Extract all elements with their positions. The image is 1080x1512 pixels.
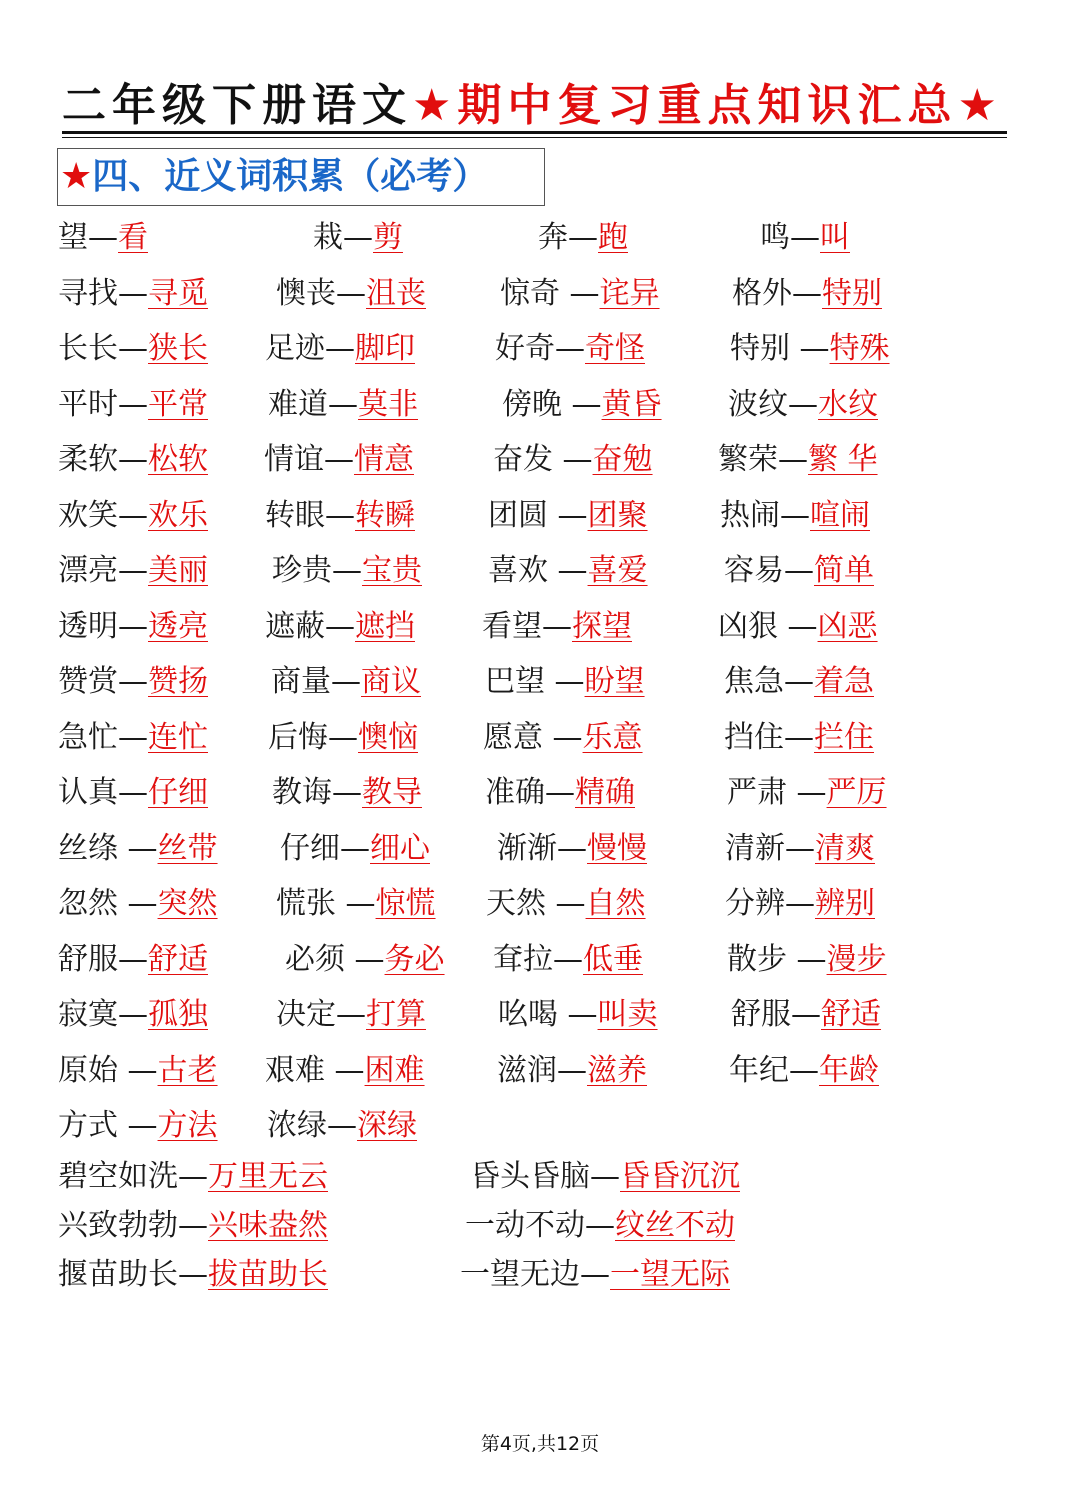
source-word: 足迹— xyxy=(265,331,355,366)
synonym-answer: 看 xyxy=(118,220,148,255)
synonym-answer: 脚印 xyxy=(355,331,415,366)
synonym-pair xyxy=(58,1106,218,1146)
section-heading-box xyxy=(57,148,545,206)
source-word: 望— xyxy=(58,220,118,255)
synonym-answer: 昏昏沉沉 xyxy=(620,1159,740,1194)
page-title xyxy=(62,78,1007,134)
synonym-answer: 繁 华 xyxy=(808,442,878,477)
synonym-answer: 一望无际 xyxy=(610,1257,730,1292)
synonym-answer: 慢慢 xyxy=(587,830,647,866)
synonym-answer: 拦住 xyxy=(814,719,874,755)
source-word: 好奇— xyxy=(495,331,585,366)
synonym-pair xyxy=(727,940,887,980)
source-word: 仔细— xyxy=(280,830,370,866)
synonym-pair xyxy=(718,440,878,480)
synonym-answer: 清爽 xyxy=(815,830,875,866)
synonym-pair xyxy=(725,884,875,924)
title-topic-text: 期中复习重点知识汇总 xyxy=(457,80,958,131)
source-word: 挡住— xyxy=(724,719,814,755)
source-word: 丝绦 — xyxy=(58,830,158,866)
synonym-pair xyxy=(58,884,218,924)
source-word: 漂亮— xyxy=(58,553,148,588)
synonym-pair xyxy=(272,773,422,813)
synonym-answer: 低垂 xyxy=(583,941,643,977)
synonym-answer: 喜爱 xyxy=(587,553,648,588)
synonym-answer: 简单 xyxy=(814,553,874,588)
source-word: 奋发 — xyxy=(493,442,593,477)
synonym-answer: 美丽 xyxy=(148,553,208,588)
synonym-pair xyxy=(58,607,208,647)
synonym-pair xyxy=(538,218,628,258)
source-word: 看望— xyxy=(482,608,572,644)
synonym-answer: 漫步 xyxy=(826,941,887,977)
synonym-answer: 务必 xyxy=(384,941,445,977)
source-word: 教诲— xyxy=(272,775,362,810)
source-word: 傍晚 — xyxy=(502,386,602,422)
source-word: 特别 — xyxy=(730,331,830,366)
synonym-pair xyxy=(268,385,418,425)
synonym-answer: 奇怪 xyxy=(585,331,645,366)
synonym-pair xyxy=(495,329,645,369)
synonym-pair xyxy=(58,773,208,813)
synonym-pair xyxy=(265,1051,425,1091)
source-word: 焦急— xyxy=(724,664,814,699)
synonym-pair xyxy=(58,1255,328,1295)
source-word: 散步 — xyxy=(727,941,827,977)
synonym-answer: 莫非 xyxy=(358,386,418,422)
synonym-answer: 商议 xyxy=(361,664,421,699)
synonym-pair xyxy=(500,274,660,314)
synonym-answer: 打算 xyxy=(366,997,426,1032)
synonym-answer: 诧异 xyxy=(599,275,660,311)
synonym-pair xyxy=(58,551,208,591)
source-word: 天然 — xyxy=(486,886,586,921)
source-word: 团圆 — xyxy=(488,497,588,533)
synonym-answer: 寻觅 xyxy=(148,275,208,311)
synonym-answer: 赞扬 xyxy=(148,664,208,699)
synonym-answer: 叫卖 xyxy=(597,997,658,1032)
synonym-answer: 转瞬 xyxy=(355,497,415,533)
synonym-answer: 惊慌 xyxy=(375,886,436,921)
synonym-answer: 剪 xyxy=(373,220,403,255)
source-word: 寻找— xyxy=(58,275,148,311)
synonym-pair xyxy=(728,385,878,425)
source-word: 透明— xyxy=(58,608,148,644)
synonym-pair xyxy=(486,884,646,924)
synonym-answer: 深绿 xyxy=(357,1108,417,1143)
synonym-pair xyxy=(498,995,658,1035)
synonym-pair xyxy=(725,829,875,869)
source-word: 滋润— xyxy=(497,1052,587,1088)
source-word: 鸣— xyxy=(760,220,820,255)
synonym-answer: 教导 xyxy=(362,775,422,810)
synonym-answer: 凶恶 xyxy=(817,608,878,644)
synonym-pair xyxy=(502,385,662,425)
synonym-answer: 盼望 xyxy=(584,664,645,699)
star-icon: ★ xyxy=(957,80,1003,131)
synonym-pair xyxy=(488,496,648,536)
synonym-answer: 情意 xyxy=(354,442,414,477)
synonym-answer: 着急 xyxy=(814,664,874,699)
synonym-pair xyxy=(724,718,874,758)
synonym-answer: 叫 xyxy=(820,220,850,255)
synonym-pair xyxy=(58,940,208,980)
source-word: 年纪— xyxy=(729,1052,819,1088)
synonym-answer: 突然 xyxy=(157,886,218,921)
synonym-answer: 困难 xyxy=(364,1052,425,1088)
synonym-answer: 探望 xyxy=(572,608,632,644)
synonym-pair xyxy=(58,440,208,480)
synonym-pair xyxy=(58,1157,328,1197)
synonym-pair xyxy=(265,329,415,369)
synonym-answer: 跑 xyxy=(598,220,628,255)
synonym-answer: 宝贵 xyxy=(362,553,422,588)
source-word: 兴致勃勃— xyxy=(58,1208,208,1243)
synonym-answer: 乐意 xyxy=(582,719,643,755)
synonym-pair xyxy=(58,718,208,758)
synonym-answer: 兴味盎然 xyxy=(208,1208,328,1243)
synonym-answer: 细心 xyxy=(370,830,430,866)
synonym-answer: 仔细 xyxy=(148,775,208,810)
synonym-pair xyxy=(276,274,426,314)
source-word: 严肃 — xyxy=(727,775,827,810)
synonym-answer: 丝带 xyxy=(157,830,218,866)
synonym-pair xyxy=(497,829,647,869)
source-word: 格外— xyxy=(732,275,822,311)
source-word: 情谊— xyxy=(264,442,354,477)
source-word: 急忙— xyxy=(58,719,148,755)
synonym-answer: 辨别 xyxy=(815,886,875,921)
synonym-pair xyxy=(493,440,653,480)
source-word: 愿意 — xyxy=(483,719,583,755)
source-word: 清新— xyxy=(725,830,815,866)
synonym-pair xyxy=(727,773,887,813)
source-word: 巴望 — xyxy=(485,664,585,699)
synonym-answer: 奋勉 xyxy=(592,442,653,477)
synonym-answer: 特殊 xyxy=(829,331,890,366)
synonym-pair xyxy=(58,1206,328,1246)
source-word: 舒服— xyxy=(731,997,821,1032)
source-word: 浓绿— xyxy=(267,1108,357,1143)
synonym-pair xyxy=(482,607,632,647)
source-word: 决定— xyxy=(276,997,366,1032)
synonym-answer: 特别 xyxy=(822,275,882,311)
source-word: 热闹— xyxy=(720,497,810,533)
source-word: 波纹— xyxy=(728,386,818,422)
source-word: 柔软— xyxy=(58,442,148,477)
source-word: 忽然 — xyxy=(58,886,158,921)
synonym-pair xyxy=(729,1051,879,1091)
synonym-pair xyxy=(485,662,645,702)
title-grade-text: 二年级下册语文 xyxy=(62,80,412,131)
star-icon: ★ xyxy=(412,80,458,131)
source-word: 珍贵— xyxy=(272,553,362,588)
source-word: 原始 — xyxy=(58,1052,158,1088)
star-icon: ★ xyxy=(60,156,93,197)
source-word: 一望无边— xyxy=(460,1257,610,1292)
synonym-pair xyxy=(724,662,874,702)
synonym-answer: 年龄 xyxy=(819,1052,879,1088)
synonym-answer: 团聚 xyxy=(587,497,648,533)
synonym-answer: 古老 xyxy=(157,1052,218,1088)
source-word: 碧空如洗— xyxy=(58,1159,208,1194)
synonym-pair xyxy=(465,1206,735,1246)
source-word: 耷拉— xyxy=(493,941,583,977)
source-word: 必须 — xyxy=(285,941,385,977)
synonym-answer: 沮丧 xyxy=(366,275,426,311)
source-word: 准确— xyxy=(485,775,575,810)
source-word: 平时— xyxy=(58,386,148,422)
synonym-pair xyxy=(460,1255,730,1295)
synonym-answer: 拔苗助长 xyxy=(208,1257,328,1292)
source-word: 惊奇 — xyxy=(500,275,600,311)
source-word: 赞赏— xyxy=(58,664,148,699)
synonym-answer: 自然 xyxy=(585,886,646,921)
synonym-answer: 万里无云 xyxy=(208,1159,328,1194)
source-word: 转眼— xyxy=(265,497,355,533)
synonym-answer: 欢乐 xyxy=(148,497,208,533)
source-word: 揠苗助长— xyxy=(58,1257,208,1292)
source-word: 奔— xyxy=(538,220,598,255)
source-word: 方式 — xyxy=(58,1108,158,1143)
synonym-pair xyxy=(731,995,881,1035)
synonym-pair xyxy=(267,1106,417,1146)
synonym-pair xyxy=(58,329,208,369)
source-word: 慌张 — xyxy=(276,886,376,921)
source-word: 寂寞— xyxy=(58,997,148,1032)
synonym-answer: 舒适 xyxy=(821,997,881,1032)
synonym-pair xyxy=(488,551,648,591)
source-word: 容易— xyxy=(724,553,814,588)
source-word: 长长— xyxy=(58,331,148,366)
synonym-pair xyxy=(265,496,415,536)
synonym-pair xyxy=(720,496,870,536)
source-word: 认真— xyxy=(58,775,148,810)
synonym-pair xyxy=(268,718,418,758)
source-word: 昏头昏脑— xyxy=(470,1159,620,1194)
synonym-answer: 水纹 xyxy=(818,386,878,422)
source-word: 舒服— xyxy=(58,941,148,977)
synonym-answer: 严厉 xyxy=(826,775,887,810)
synonym-answer: 黄昏 xyxy=(601,386,662,422)
section-heading: 四、近义词积累（必考） xyxy=(92,156,489,197)
synonym-pair xyxy=(485,773,635,813)
synonym-pair xyxy=(732,274,882,314)
synonym-pair xyxy=(313,218,403,258)
source-word: 凶狠 — xyxy=(718,608,818,644)
source-word: 吆喝 — xyxy=(498,997,598,1032)
synonym-pair xyxy=(58,829,218,869)
synonym-pair xyxy=(760,218,850,258)
synonym-pair xyxy=(58,218,148,258)
source-word: 商量— xyxy=(271,664,361,699)
source-word: 喜欢 — xyxy=(488,553,588,588)
title-underline-thin xyxy=(62,137,1007,138)
source-word: 艰难 — xyxy=(265,1052,365,1088)
source-word: 栽— xyxy=(313,220,373,255)
synonym-answer: 平常 xyxy=(148,386,208,422)
synonym-answer: 方法 xyxy=(157,1108,218,1143)
synonym-pair xyxy=(718,607,878,647)
source-word: 懊丧— xyxy=(276,275,366,311)
synonym-pair xyxy=(58,662,208,702)
synonym-pair xyxy=(58,995,208,1035)
synonym-answer: 连忙 xyxy=(148,719,208,755)
synonym-pair xyxy=(58,274,208,314)
synonym-answer: 喧闹 xyxy=(810,497,870,533)
synonym-answer: 舒适 xyxy=(148,941,208,977)
synonym-answer: 懊恼 xyxy=(358,719,418,755)
synonym-answer: 纹丝不动 xyxy=(615,1208,735,1243)
synonym-answer: 狭长 xyxy=(148,331,208,366)
synonym-pair xyxy=(272,551,422,591)
synonym-pair xyxy=(730,329,890,369)
synonym-pair xyxy=(276,884,436,924)
title-underline-thick xyxy=(62,131,1007,134)
source-word: 渐渐— xyxy=(497,830,587,866)
source-word: 分辨— xyxy=(725,886,815,921)
synonym-pair xyxy=(276,995,426,1035)
synonym-pair xyxy=(264,440,414,480)
synonym-pair xyxy=(58,496,208,536)
source-word: 后悔— xyxy=(268,719,358,755)
synonym-pair xyxy=(497,1051,647,1091)
source-word: 一动不动— xyxy=(465,1208,615,1243)
synonym-answer: 遮挡 xyxy=(355,608,415,644)
synonym-answer: 精确 xyxy=(575,775,635,810)
source-word: 遮蔽— xyxy=(265,608,355,644)
synonym-pair xyxy=(493,940,643,980)
synonym-pair xyxy=(280,829,430,869)
source-word: 繁荣— xyxy=(718,442,808,477)
synonym-pair xyxy=(58,1051,218,1091)
synonym-pair xyxy=(265,607,415,647)
synonym-answer: 滋养 xyxy=(587,1052,647,1088)
synonym-pair xyxy=(58,385,208,425)
synonym-pair xyxy=(285,940,445,980)
synonym-pair xyxy=(271,662,421,702)
synonym-answer: 透亮 xyxy=(148,608,208,644)
page-number: 第4页,共12页 xyxy=(480,1433,600,1455)
source-word: 难道— xyxy=(268,386,358,422)
synonym-pair xyxy=(483,718,643,758)
synonym-answer: 松软 xyxy=(148,442,208,477)
synonym-answer: 孤独 xyxy=(148,997,208,1032)
source-word: 欢笑— xyxy=(58,497,148,533)
synonym-pair xyxy=(724,551,874,591)
synonym-pair xyxy=(470,1157,740,1197)
